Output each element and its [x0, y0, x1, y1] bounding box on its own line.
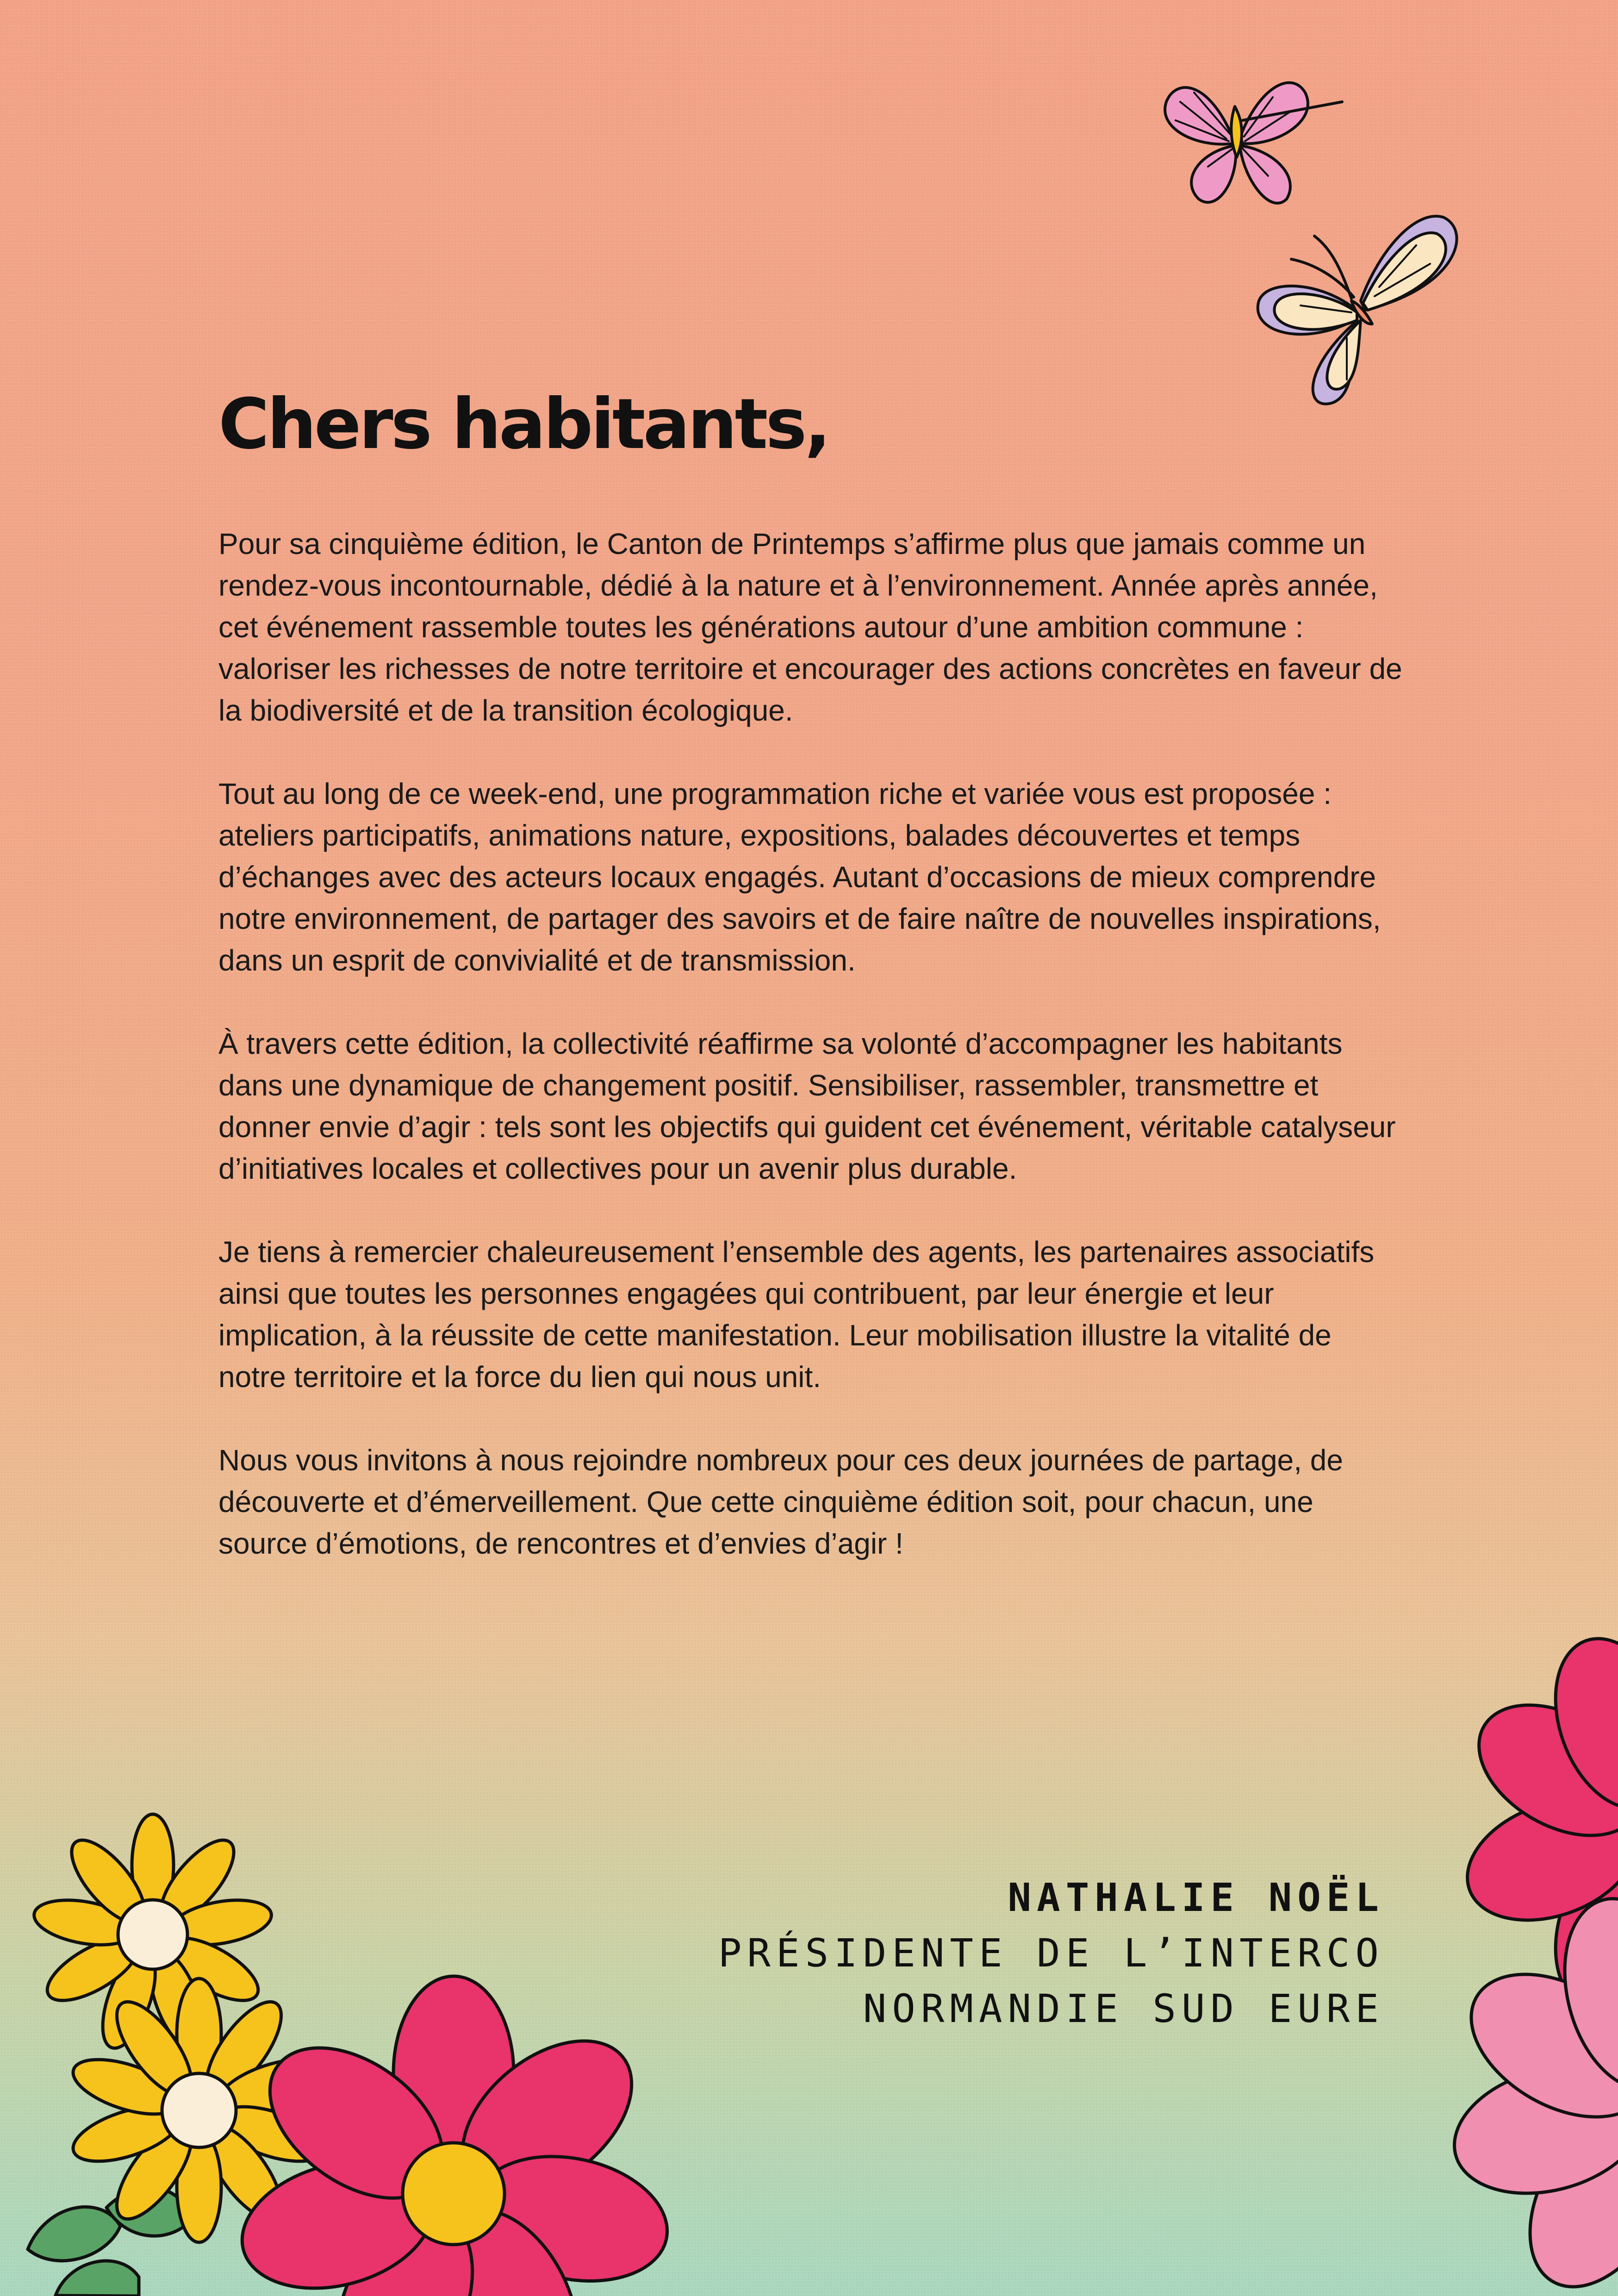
- paragraph-5: Nous vous invitons à nous rejoindre nombreux pour ces deux journées de partage, de découverte et d’émerveillement. Que cette cinquième édition soit, pour chacun, une source d’émotions, de rencontres et d’envies d’agir !: [218, 1444, 1343, 1560]
- pink-butterfly-icon: [1139, 51, 1356, 218]
- bottom-right-flower-cluster-icon: [1458, 1731, 1618, 2296]
- bottom-left-flower-cluster-icon: [0, 1842, 694, 2296]
- cream-butterfly-icon: [1240, 199, 1481, 421]
- letter-body: [218, 523, 1403, 1606]
- signature-title-line2: NORMANDIE SUD EURE: [863, 1986, 1384, 2031]
- paragraph-2: Tout au long de ce week-end, une programmation riche et variée vous est proposée : ateliers participatifs, animations nature, expositions, balades découvertes et temps d’échanges avec des acteurs locaux engagés. Autant d’occasions de mieux comprendre notre environnement, de partager des savoirs et de faire naître de nouvelles inspirations, dans un esprit de convivialité et de transmission.: [218, 777, 1381, 977]
- paragraph-4: Je tiens à remercier chaleureusement l’ensemble des agents, les partenaires associatifs ainsi que toutes les personnes engagées qui contribuent, par leur énergie et leur implication, à la réussite de cette manifestation. Leur mobilisation illustre la vitalité de notre territoire et la force du lien qui nous unit.: [218, 1235, 1375, 1394]
- paragraph-3: À travers cette édition, la collectivité réaffirme sa volonté d’accompagner les habitants dans une dynamique de changement positif. Sensibiliser, rassembler, transmettre et donner envie d’agir : tels sont les objectifs qui guident cet événement, véritable catalyseur d’initiatives locales et collectives pour un avenir plus durable.: [218, 1027, 1396, 1185]
- paragraph-1: Pour sa cinquième édition, le Canton de Printemps s’affirme plus que jamais comme un rendez-vous incontournable, dédié à la nature et à l’environnement. Année après année, cet événement rassemble toutes les générations autour d’une ambition commune : valoriser les richesses de notre territoire et encourager des actions concrètes en faveur de la biodiversité et de la transition écologique.: [218, 527, 1402, 727]
- signature-block: [718, 1870, 1384, 2036]
- signature-title-line1: PRÉSIDENTE DE L’INTERCO: [718, 1930, 1384, 1976]
- greeting-heading: Chers habitants,: [218, 384, 829, 465]
- signature-name: NATHALIE NOËL: [1008, 1875, 1384, 1920]
